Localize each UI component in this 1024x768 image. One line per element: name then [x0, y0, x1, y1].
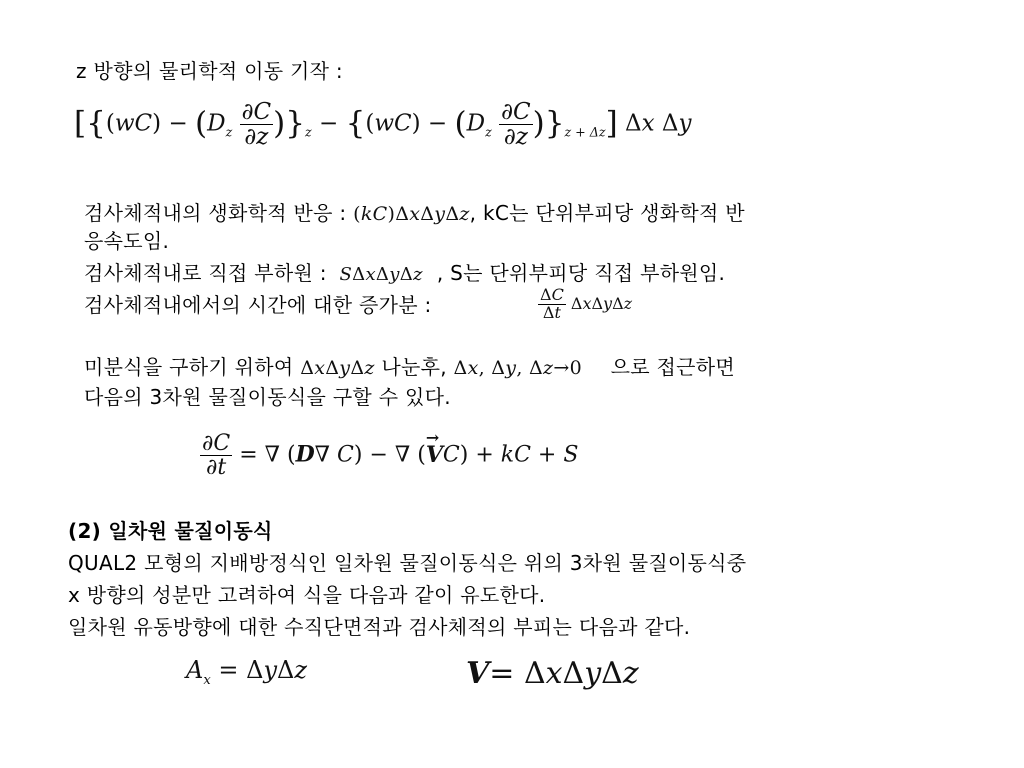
time-label: 검사체적내에서의 시간에 대한 증가분 :	[84, 293, 432, 317]
divide-line	[84, 354, 735, 381]
equation-3d-transport: $\frac{\partial C}{\partial t}$ = ∇ (D∇ C) − ∇ (V → C) + kC + S	[202, 427, 579, 481]
bio-label: 검사체적내의 생화학적 반응 :	[84, 201, 347, 225]
qual-line-1: QUAL2 모형의 지배방정식인 일차원 물질이동식은 위의 3차원 물질이동식중	[68, 551, 747, 575]
divide-b: 나눈후,	[381, 355, 447, 379]
equation-area: $A_x = \Delta y\Delta z$	[186, 656, 308, 688]
bio-cont: 응속도임.	[84, 229, 170, 253]
section-heading	[68, 518, 273, 544]
qual-line-3: 일차원 유동방향에 대한 수직단면적과 검사체적의 부피는 다음과 같다.	[68, 615, 691, 639]
divide-cont: 다음의 3차원 물질이동식을 구할 수 있다.	[84, 385, 451, 409]
equation-time: $\frac{\Delta C}{\Delta t}$ ΔxΔyΔz	[540, 285, 633, 322]
section-number: (2)	[68, 519, 102, 543]
bio-reaction-line	[84, 200, 745, 227]
equation-limits: Δx, Δy, Δz→0	[453, 357, 582, 379]
equation-z-flux: [{$(wC) - (D_z$ $\frac{\partial C}{\partial z}$ )}$_z - \{(wC) - (D_z$ $\frac{\partial C}{\partial z}$ )}$_{z + \Delta z}$] Δx Δy	[74, 99, 692, 151]
divide-c: 으로 접근하면	[610, 355, 736, 379]
load-label: 검사체적내로 직접 부하원 :	[84, 261, 327, 285]
equation-load: SΔxΔyΔz	[339, 264, 423, 285]
divide-a: 미분식을 구하기 위하여	[84, 355, 294, 379]
equation-bio: (kC)ΔxΔyΔz	[353, 203, 470, 225]
bio-after: , kC는 단위부피당 생화학적 반	[469, 201, 745, 225]
section-title: 일차원 물질이동식	[108, 519, 273, 543]
time-line	[84, 292, 432, 318]
load-line	[84, 260, 725, 288]
z-flux-label: z 방향의 물리학적 이동 기작 :	[76, 59, 343, 83]
load-after: , S는 단위부피당 직접 부하원임.	[436, 261, 726, 285]
equation-volume: V= ΔxΔyΔz	[466, 656, 639, 691]
equation-divide: ΔxΔyΔz	[300, 357, 375, 379]
qual-line-2: x 방향의 성분만 고려하여 식을 다음과 같이 유도한다.	[68, 583, 546, 607]
